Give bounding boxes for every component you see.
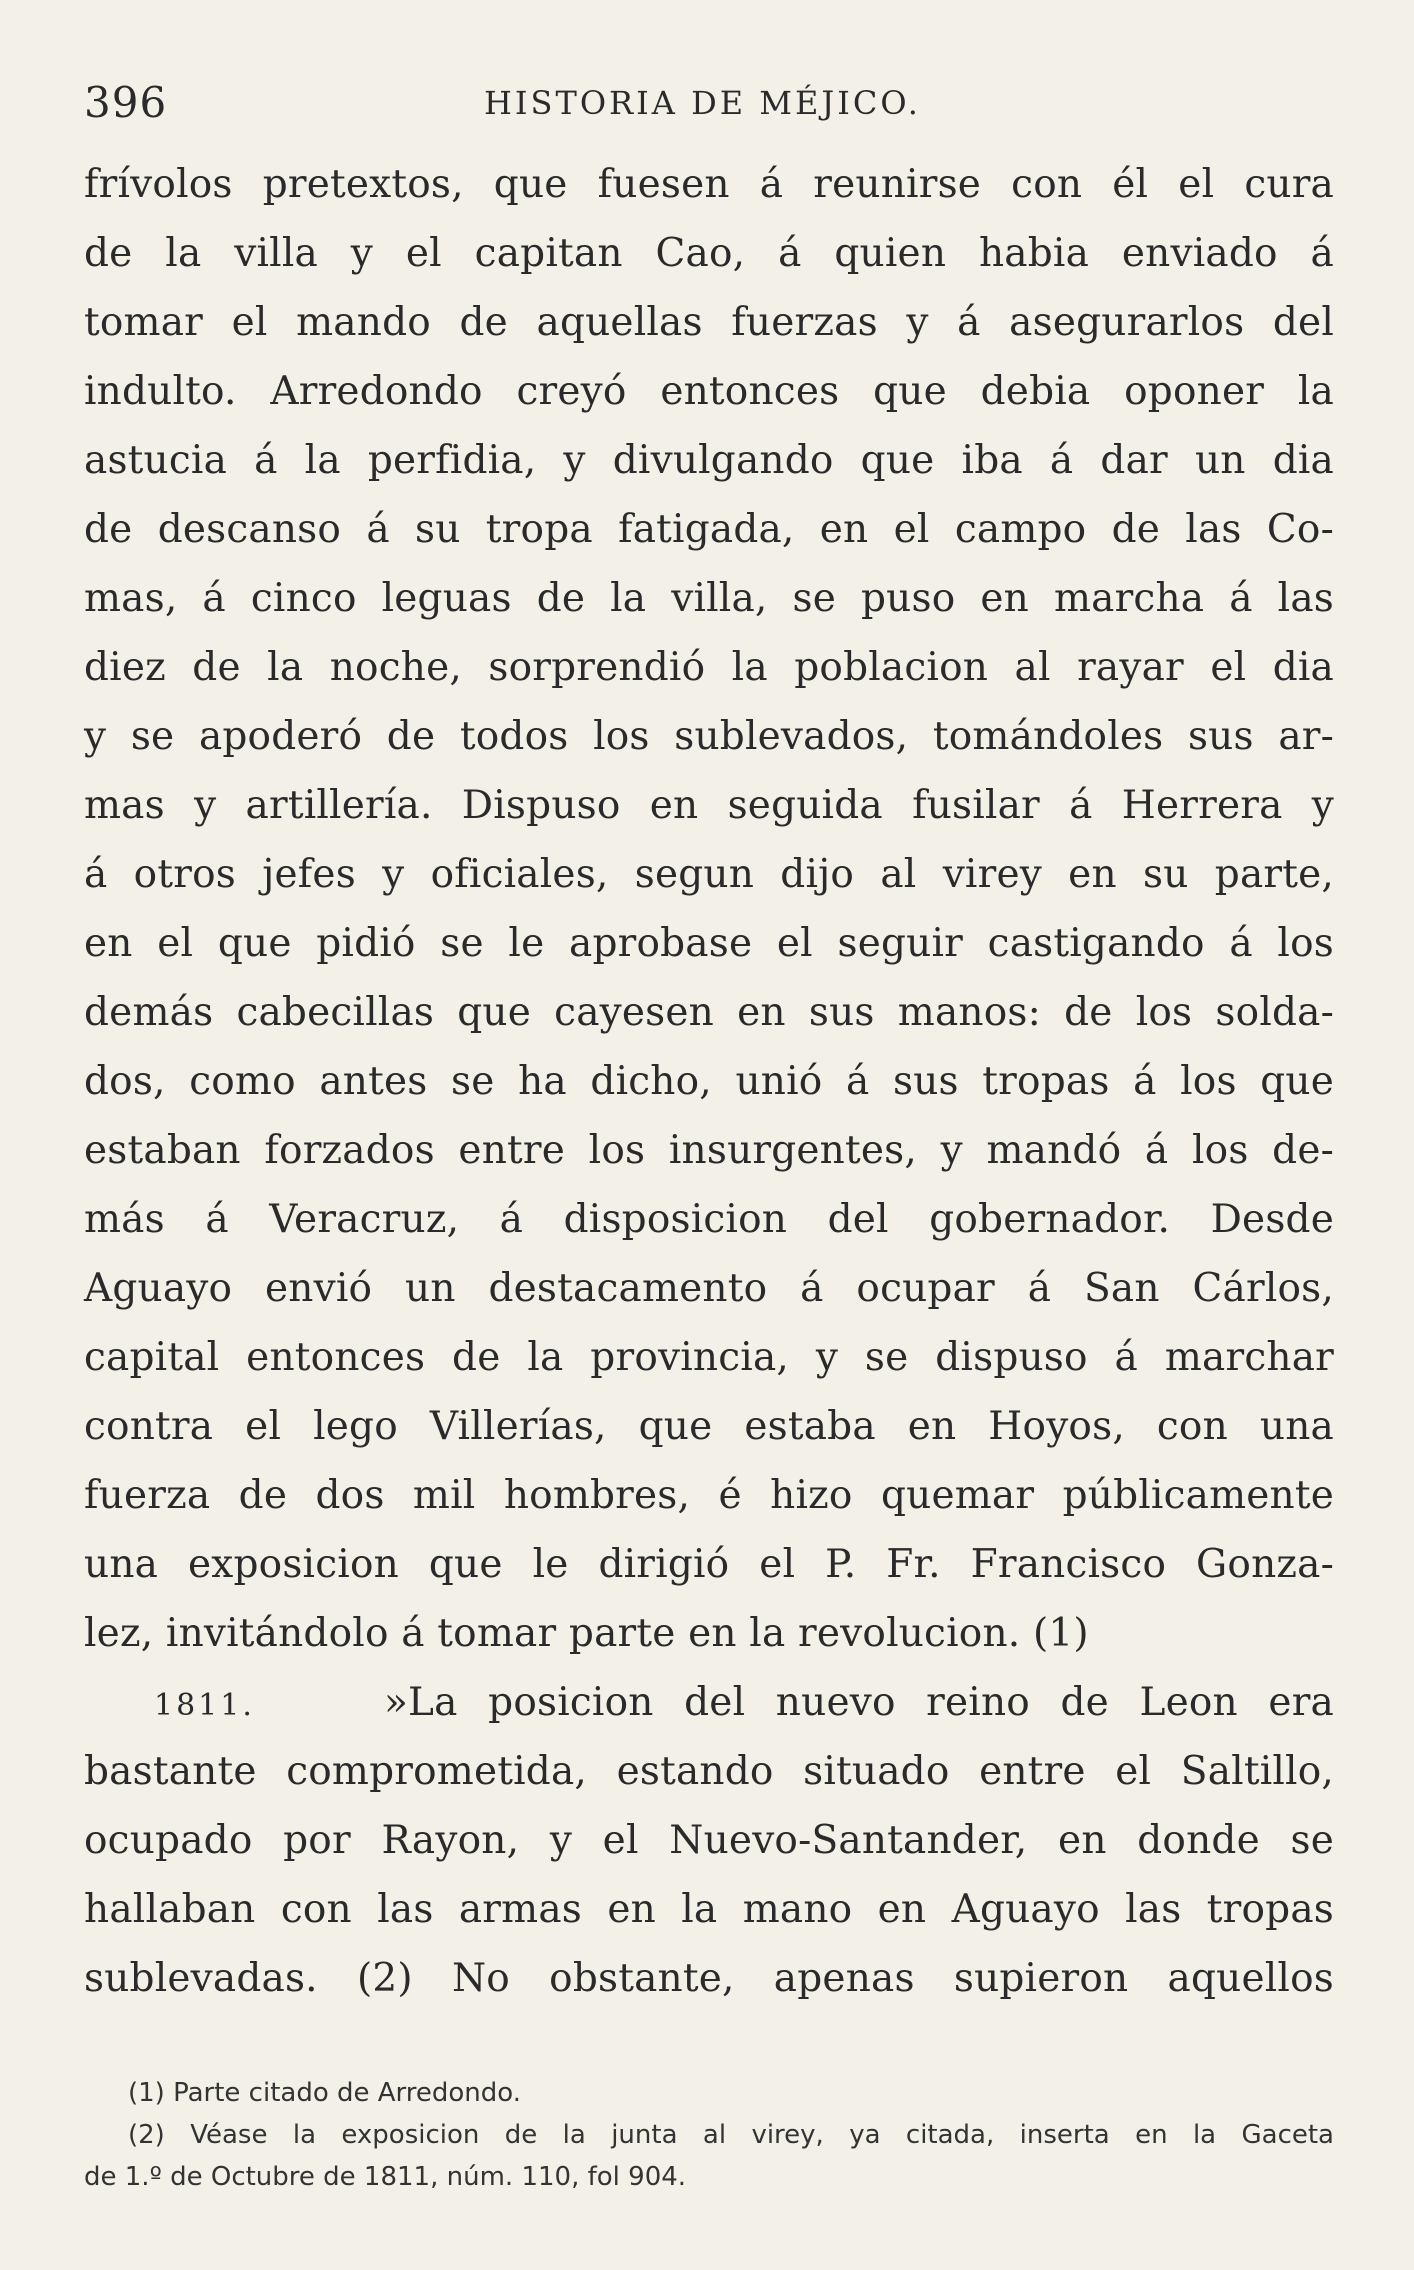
text-line: estaban forzados entre los insurgentes, y mandó á los de- bbox=[84, 1128, 1334, 1173]
text-line: astucia á la perfidia, y divulgando que iba á dar un dia bbox=[84, 438, 1334, 483]
page-number: 396 bbox=[84, 78, 168, 127]
page-header bbox=[84, 78, 1334, 128]
footnote-1: (1) Parte citado de Arredondo. bbox=[128, 2078, 522, 2108]
text-line: sublevadas. (2) No obstante, apenas supieron aquellos bbox=[84, 1956, 1334, 2001]
text-line: y se apoderó de todos los sublevados, tomándoles sus ar- bbox=[84, 714, 1334, 759]
margin-year: 1811. bbox=[154, 1688, 255, 1723]
footnotes bbox=[84, 2072, 1334, 2198]
footnote-2-line-2: de 1.º de Octubre de 1811, núm. 110, fol 904. bbox=[84, 2162, 687, 2192]
text-line: frívolos pretextos, que fuesen á reunirse con él el cura bbox=[84, 162, 1334, 207]
body-text bbox=[84, 150, 1334, 2013]
text-line: lez, invitándolo á tomar parte en la revolucion. (1) bbox=[84, 1611, 1089, 1656]
footnote-2-line-1: (2) Véase la exposicion de la junta al virey, ya citada, inserta en la Gaceta bbox=[128, 2120, 1334, 2150]
text-line: tomar el mando de aquellas fuerzas y á asegurarlos del bbox=[84, 300, 1334, 345]
paragraph-opening: »La posicion del nuevo reino de Leon era bbox=[384, 1680, 1334, 1725]
text-line: Aguayo envió un destacamento á ocupar á San Cárlos, bbox=[84, 1266, 1334, 1311]
text-line: dos, como antes se ha dicho, unió á sus tropas á los que bbox=[84, 1059, 1334, 1104]
text-line: capital entonces de la provincia, y se dispuso á marchar bbox=[84, 1335, 1334, 1380]
text-line: en el que pidió se le aprobase el seguir castigando á los bbox=[84, 921, 1334, 966]
text-line: indulto. Arredondo creyó entonces que debia oponer la bbox=[84, 369, 1334, 414]
text-line: fuerza de dos mil hombres, é hizo quemar públicamente bbox=[84, 1473, 1334, 1518]
text-line: demás cabecillas que cayesen en sus manos: de los solda- bbox=[84, 990, 1334, 1035]
text-line: diez de la noche, sorprendió la poblacion al rayar el dia bbox=[84, 645, 1334, 690]
text-line: bastante comprometida, estando situado entre el Saltillo, bbox=[84, 1749, 1334, 1794]
text-line: contra el lego Villerías, que estaba en Hoyos, con una bbox=[84, 1404, 1334, 1449]
text-line: ocupado por Rayon, y el Nuevo-Santander, en donde se bbox=[84, 1818, 1334, 1863]
text-line: de la villa y el capitan Cao, á quien habia enviado á bbox=[84, 231, 1334, 276]
text-line: más á Veracruz, á disposicion del gobernador. Desde bbox=[84, 1197, 1334, 1242]
text-line: mas y artillería. Dispuso en seguida fusilar á Herrera y bbox=[84, 783, 1334, 828]
text-line: mas, á cinco leguas de la villa, se puso en marcha á las bbox=[84, 576, 1334, 621]
text-line: hallaban con las armas en la mano en Aguayo las tropas bbox=[84, 1887, 1334, 1932]
text-line: una exposicion que le dirigió el P. Fr. Francisco Gonza- bbox=[84, 1542, 1334, 1587]
paragraph-start-line bbox=[84, 1668, 1334, 1737]
running-head: HISTORIA DE MÉJICO. bbox=[484, 84, 921, 122]
text-line: á otros jefes y oficiales, segun dijo al virey en su parte, bbox=[84, 852, 1334, 897]
text-line: de descanso á su tropa fatigada, en el campo de las Co- bbox=[84, 507, 1334, 552]
